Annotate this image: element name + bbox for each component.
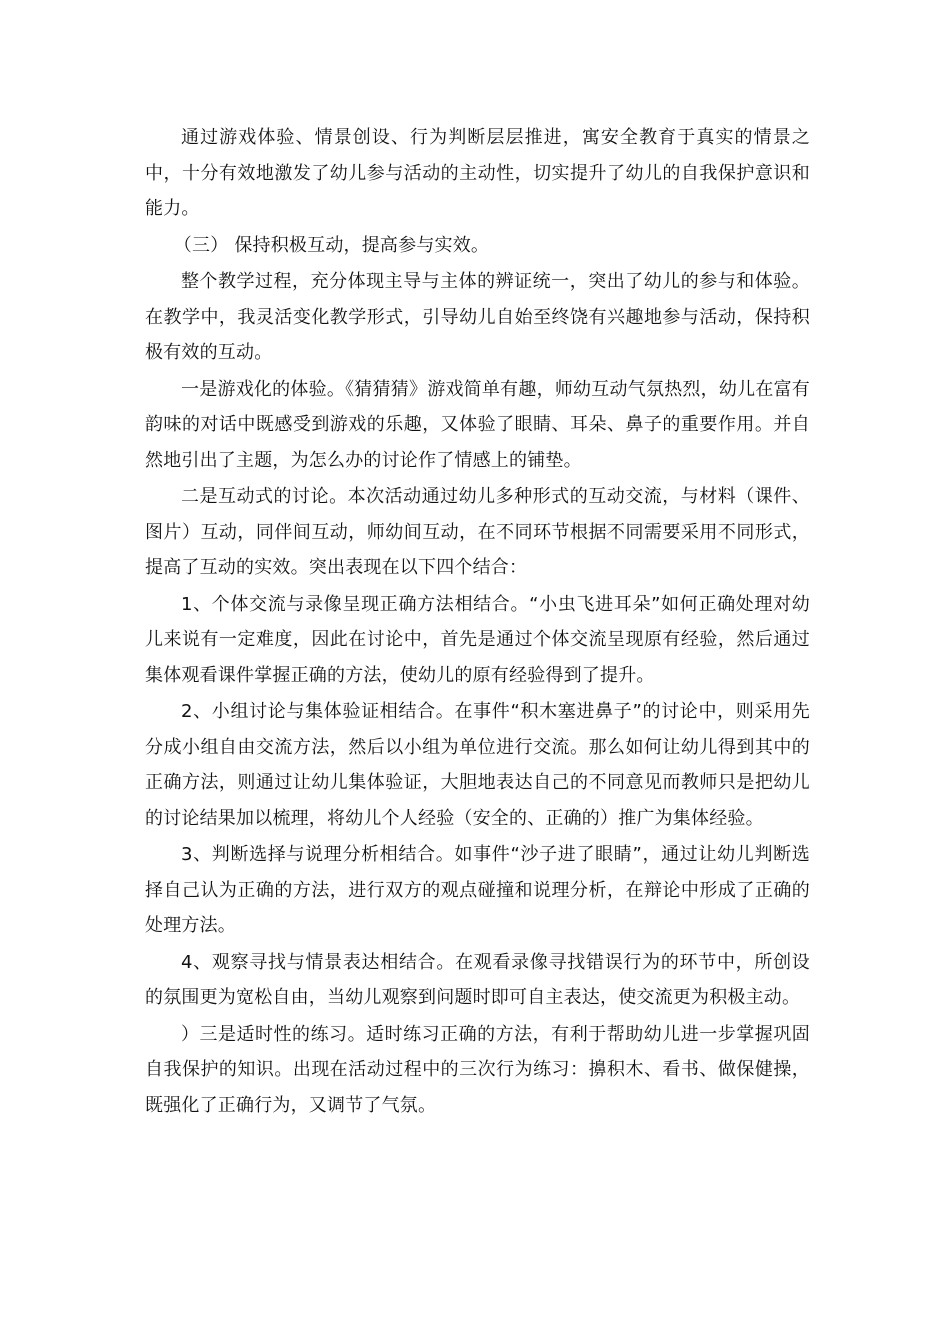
paragraph-interactive-discussion: 二是互动式的讨论。本次活动通过幼儿多种形式的互动交流，与材料（课件、图片）互动，同伴间互动，师幼间互动，在不同环节根据不同需要采用不同形式，提高了互动的实效。突出表现在以下四个结合： [145,486,810,578]
paragraph-timely-practice: ）三是适时性的练习。适时练习正确的方法，有利于帮助幼儿进一步掌握巩固自我保护的知识。出现在活动过程中的三次行为练习：擤积木、看书、做保健操，既强化了正确行为，又调节了气氛。 [145,1023,810,1116]
paragraph-point-4: 4、观察寻找与情景表达相结合。在观看录像寻找错误行为的环节中，所创设的氛围更为宽松自由，当幼儿观察到问题时即可自主表达，使交流更为积极主动。 [145,951,810,1008]
paragraph-point-3: 3、判断选择与说理分析相结合。如事件“沙子进了眼睛”，通过让幼儿判断选择自己认为正确的方法，进行双方的观点碰撞和说理分析，在辩论中形成了正确的处理方法。 [145,844,810,936]
section-heading-three: （三） 保持积极互动，提高参与实效。 [173,234,490,256]
paragraph-teaching-process: 整个教学过程，充分体现主导与主体的辨证统一，突出了幼儿的参与和体验。在教学中，我灵活变化教学形式，引导幼儿自始至终饶有兴趣地参与活动，保持积极有效的互动。 [145,271,810,363]
paragraph-point-2: 2、小组讨论与集体验证相结合。在事件“积木塞进鼻子”的讨论中，则采用先分成小组自由交流方法，然后以小组为单位进行交流。那么如何让幼儿得到其中的正确方法，则通过让幼儿集体验证，大胆地表达自己的不同意见而教师只是把幼儿的讨论结果加以梳理，将幼儿个人经验（安全的、正确的）推广为集体经验。 [145,701,810,829]
paragraph-intro-summary: 通过游戏体验、情景创设、行为判断层层推进，寓安全教育于真实的情景之中，十分有效地激发了幼儿参与活动的主动性，切实提升了幼儿的自我保护意识和能力。 [145,127,810,219]
paragraph-game-experience: 一是游戏化的体验。《猜猜猜》游戏简单有趣，师幼互动气氛热烈，幼儿在富有韵味的对话中既感受到游戏的乐趣，又体验了眼睛、耳朵、鼻子的重要作用。并自然地引出了主题，为怎么办的讨论作了情感上的铺垫。 [145,378,810,471]
paragraph-point-1: 1、个体交流与录像呈现正确方法相结合。“小虫飞进耳朵”如何正确处理对幼儿来说有一定难度，因此在讨论中，首先是通过个体交流呈现原有经验，然后通过集体观看课件掌握正确的方法，使幼儿的原有经验得到了提升。 [145,593,810,686]
document-body [145,120,810,1124]
